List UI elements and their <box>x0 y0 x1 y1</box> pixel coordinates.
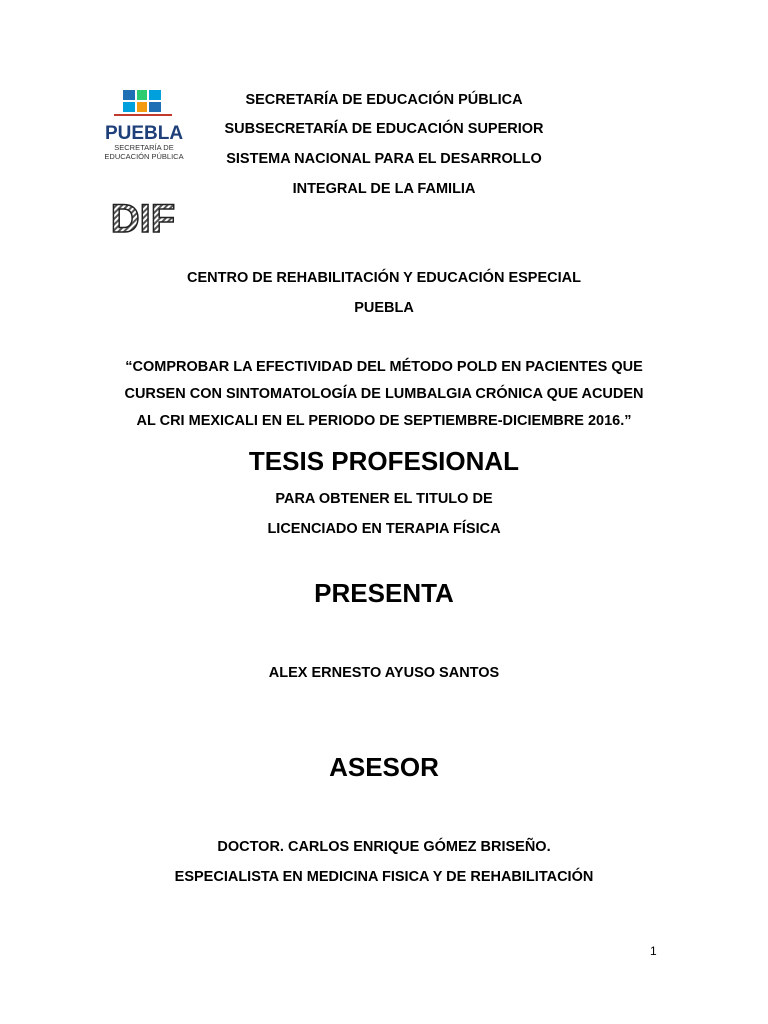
advisor-name: DOCTOR. CARLOS ENRIQUE GÓMEZ BRISEÑO. <box>217 839 551 855</box>
thesis-title-line-2: CURSEN CON SINTOMATOLOGÍA DE LUMBALGIA CRÓNICA QUE ACUDEN <box>124 386 644 402</box>
header-line-2: SUBSECRETARÍA DE EDUCACIÓN SUPERIOR <box>224 121 544 137</box>
institution-city: PUEBLA <box>354 300 414 316</box>
thesis-title-line-3: AL CRI MEXICALI EN EL PERIODO DE SEPTIEMBRE-DICIEMBRE 2016.” <box>136 413 632 429</box>
sep-logo-sub1-text: SECRETARÍA DE <box>114 143 174 152</box>
thesis-purpose-line-1: PARA OBTENER EL TITULO DE <box>275 491 493 507</box>
header-line-1: SECRETARÍA DE EDUCACIÓN PÚBLICA <box>245 92 523 108</box>
dif-logo <box>100 192 186 242</box>
thesis-heading: TESIS PROFESIONAL <box>248 446 520 476</box>
page-number: 1 <box>650 944 657 958</box>
header-line-3: SISTEMA NACIONAL PARA EL DESARROLLO <box>226 151 542 167</box>
presenter-name: ALEX ERNESTO AYUSO SANTOS <box>268 665 500 681</box>
thesis-purpose-line-2: LICENCIADO EN TERAPIA FÍSICA <box>267 521 501 537</box>
sep-logo-sub2-text: EDUCACIÓN PÚBLICA <box>104 152 184 161</box>
sep-logo-main-text: PUEBLA <box>104 123 184 144</box>
institution-name: CENTRO DE REHABILITACIÓN Y EDUCACIÓN ESPECIAL <box>187 270 581 286</box>
advisor-heading: ASESOR <box>329 752 439 782</box>
thesis-title-line-1: “COMPROBAR LA EFECTIVIDAD DEL MÉTODO POLD EN PACIENTES QUE <box>125 359 643 375</box>
presenter-heading: PRESENTA <box>314 578 454 608</box>
header-line-4: INTEGRAL DE LA FAMILIA <box>292 181 476 197</box>
advisor-specialty: ESPECIALISTA EN MEDICINA FISICA Y DE REHABILITACIÓN <box>174 869 594 885</box>
dif-logo-text: DIF <box>110 197 176 241</box>
